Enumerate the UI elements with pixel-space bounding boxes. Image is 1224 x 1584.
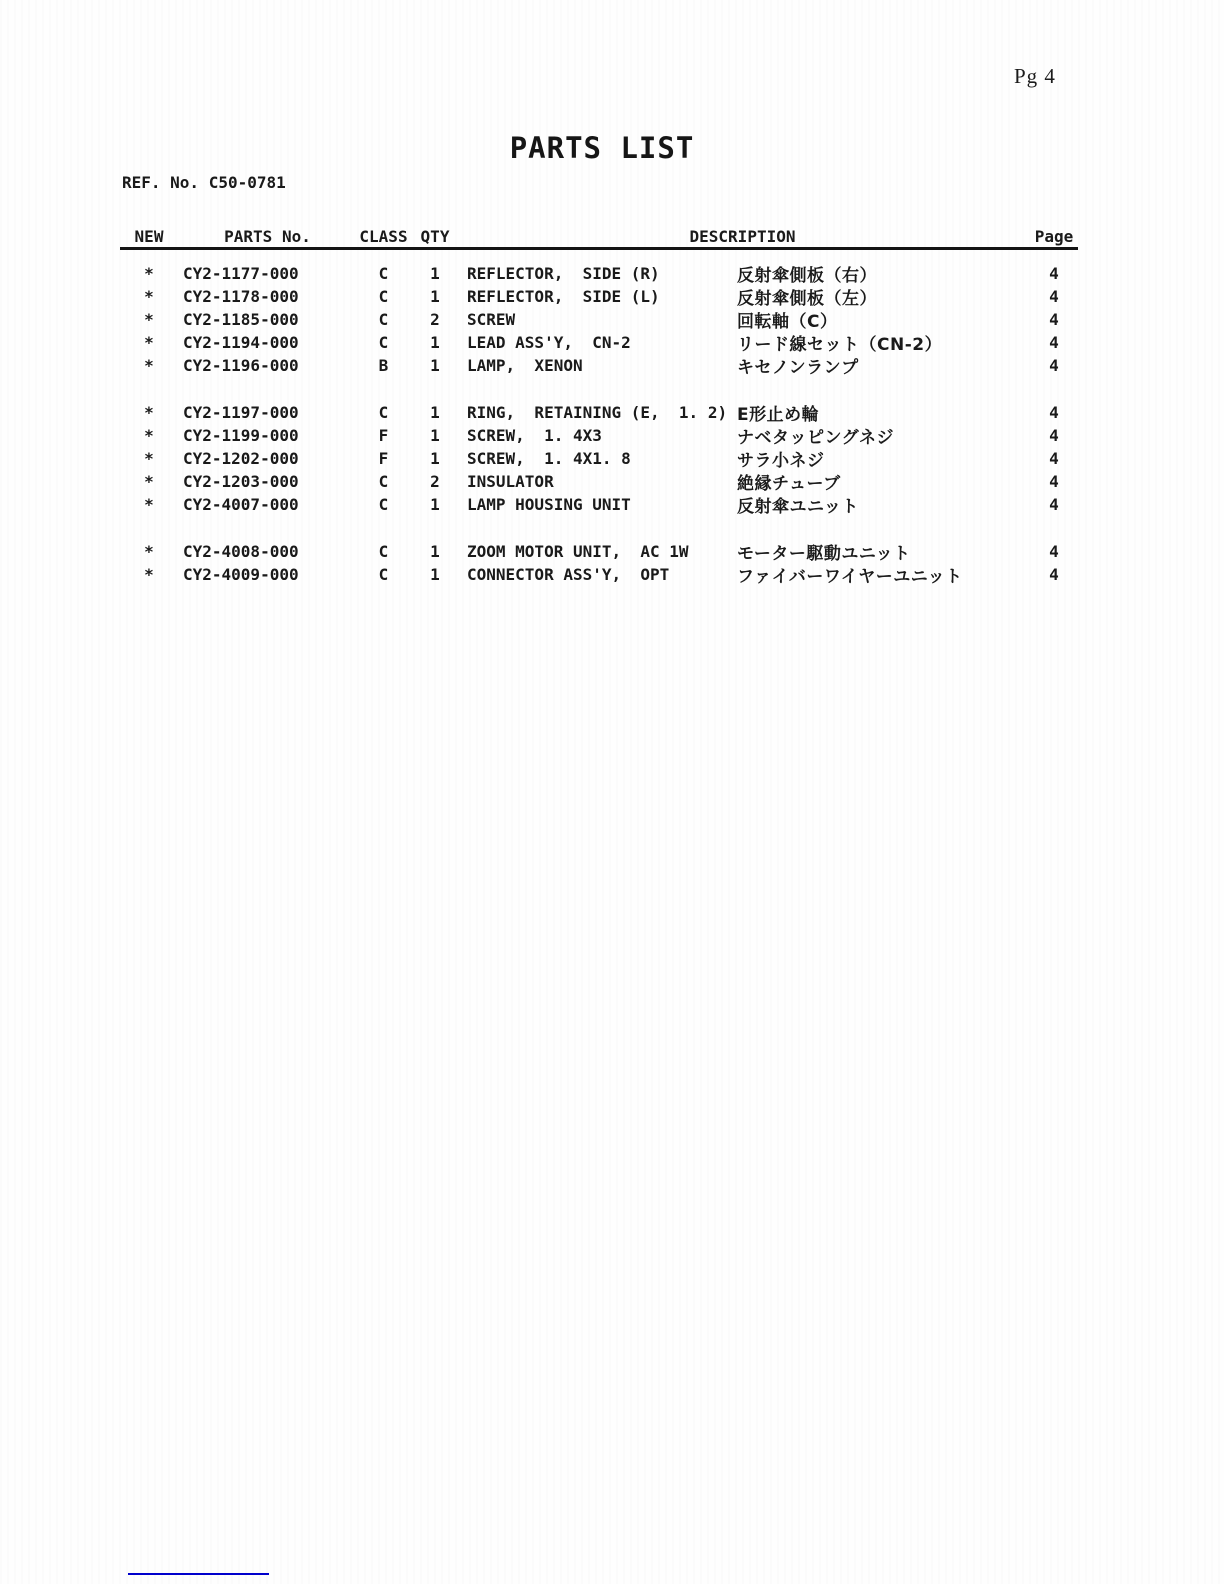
class-code: C: [378, 310, 389, 329]
new-marker: *: [144, 426, 154, 445]
parts-no: CY2-1196-000: [183, 356, 299, 375]
header-parts-no: PARTS No.: [224, 227, 311, 246]
page-ref: 4: [1049, 403, 1059, 422]
quantity: 1: [430, 356, 440, 375]
parts-no: CY2-4009-000: [183, 565, 299, 584]
description-jp: ナベタッピングネジ: [737, 428, 894, 448]
table-row: [120, 330, 1078, 353]
new-marker: *: [144, 495, 154, 514]
page-ref: 4: [1049, 310, 1059, 329]
class-code: B: [378, 356, 389, 375]
table-row: [120, 261, 1078, 284]
description-en: INSULATOR: [467, 472, 554, 491]
page-number-indicator: Pg 4: [1014, 64, 1056, 88]
new-marker: *: [144, 356, 154, 375]
description-jp: 回転軸（C）: [737, 312, 838, 332]
description-en: LEAD ASS'Y, CN-2: [467, 333, 631, 352]
class-code: C: [378, 264, 389, 283]
parts-no: CY2-1194-000: [183, 333, 299, 352]
class-code: C: [378, 403, 389, 422]
new-marker: *: [144, 472, 154, 491]
description-jp: E形止め輪: [737, 405, 820, 425]
description-jp: 反射傘側板（左）: [737, 289, 877, 309]
quantity: 1: [430, 403, 440, 422]
quantity: 1: [430, 565, 440, 584]
header-qty: QTY: [420, 227, 450, 246]
description-jp: ファイバーワイヤーユニット: [737, 567, 963, 587]
table-row: [120, 539, 1078, 562]
page-ref: 4: [1049, 542, 1059, 561]
quantity: 2: [430, 310, 440, 329]
page-ref: 4: [1049, 287, 1059, 306]
new-marker: *: [144, 542, 154, 561]
description-en: CONNECTOR ASS'Y, OPT: [467, 565, 670, 584]
new-marker: *: [144, 449, 154, 468]
description-jp: リード線セット（CN-2）: [737, 335, 943, 355]
parts-no: CY2-1185-000: [183, 310, 299, 329]
quantity: 2: [430, 472, 440, 491]
new-marker: *: [144, 287, 154, 306]
description-jp: モーター駆動ユニット: [737, 544, 911, 564]
parts-no: CY2-1202-000: [183, 449, 299, 468]
description-en: SCREW: [467, 310, 516, 329]
table-row: [120, 307, 1078, 330]
new-marker: *: [144, 310, 154, 329]
page-ref: 4: [1049, 333, 1059, 352]
quantity: 1: [430, 542, 440, 561]
description-jp: サラ小ネジ: [737, 451, 825, 471]
table-row: [120, 400, 1078, 423]
page-ref: 4: [1049, 264, 1059, 283]
parts-no: CY2-1203-000: [183, 472, 299, 491]
description-jp: 反射傘ユニット: [737, 497, 859, 517]
quantity: 1: [430, 495, 440, 514]
new-marker: *: [144, 264, 154, 283]
description-en: SCREW, 1. 4X1. 8: [467, 449, 631, 468]
new-marker: *: [144, 565, 154, 584]
page-ref: 4: [1049, 495, 1059, 514]
header-description: DESCRIPTION: [689, 227, 796, 246]
table-row: [120, 353, 1078, 376]
ref-number: REF. No. C50-0781: [122, 173, 286, 192]
description-jp: 反射傘側板（右）: [737, 266, 877, 286]
page-ref: 4: [1049, 449, 1059, 468]
parts-no: CY2-1197-000: [183, 403, 299, 422]
description-en: LAMP, XENON: [467, 356, 583, 375]
class-code: F: [378, 426, 389, 445]
new-marker: *: [144, 403, 154, 422]
page-ref: 4: [1049, 426, 1059, 445]
page-ref: 4: [1049, 565, 1059, 584]
table-row: [120, 423, 1078, 446]
description-jp: 絶縁チューブ: [737, 474, 841, 494]
class-code: C: [378, 333, 389, 352]
description-en: RING, RETAINING (E, 1. 2): [467, 403, 728, 422]
description-en: LAMP HOUSING UNIT: [467, 495, 631, 514]
parts-table: [120, 226, 1078, 585]
description-en: REFLECTOR, SIDE (R): [467, 264, 660, 283]
class-code: C: [378, 472, 389, 491]
description-en: ZOOM MOTOR UNIT, AC 1W: [467, 542, 689, 561]
new-marker: *: [144, 333, 154, 352]
class-code: C: [378, 565, 389, 584]
page-ref: 4: [1049, 472, 1059, 491]
quantity: 1: [430, 333, 440, 352]
footer-link-underline[interactable]: [128, 1573, 269, 1575]
class-code: F: [378, 449, 389, 468]
table-row: [120, 446, 1078, 469]
page-ref: 4: [1049, 356, 1059, 375]
table-rows: [120, 261, 1078, 585]
quantity: 1: [430, 264, 440, 283]
class-code: C: [378, 287, 389, 306]
parts-no: CY2-4008-000: [183, 542, 299, 561]
header-new: NEW: [134, 227, 164, 246]
class-code: C: [378, 495, 389, 514]
parts-no: CY2-1199-000: [183, 426, 299, 445]
table-row: [120, 284, 1078, 307]
page-title: PARTS LIST: [509, 131, 695, 165]
description-en: REFLECTOR, SIDE (L): [467, 287, 660, 306]
table-row: [120, 562, 1078, 585]
table-row: [120, 492, 1078, 515]
description-jp: キセノンランプ: [737, 358, 859, 378]
header-class: CLASS: [359, 227, 408, 246]
quantity: 1: [430, 449, 440, 468]
parts-no: CY2-1177-000: [183, 264, 299, 283]
description-en: SCREW, 1. 4X3: [467, 426, 602, 445]
quantity: 1: [430, 426, 440, 445]
header-rule: [120, 247, 1078, 250]
parts-no: CY2-4007-000: [183, 495, 299, 514]
parts-no: CY2-1178-000: [183, 287, 299, 306]
table-header-row: [120, 226, 1078, 247]
table-row: [120, 469, 1078, 492]
header-page: Page: [1034, 227, 1074, 246]
class-code: C: [378, 542, 389, 561]
quantity: 1: [430, 287, 440, 306]
